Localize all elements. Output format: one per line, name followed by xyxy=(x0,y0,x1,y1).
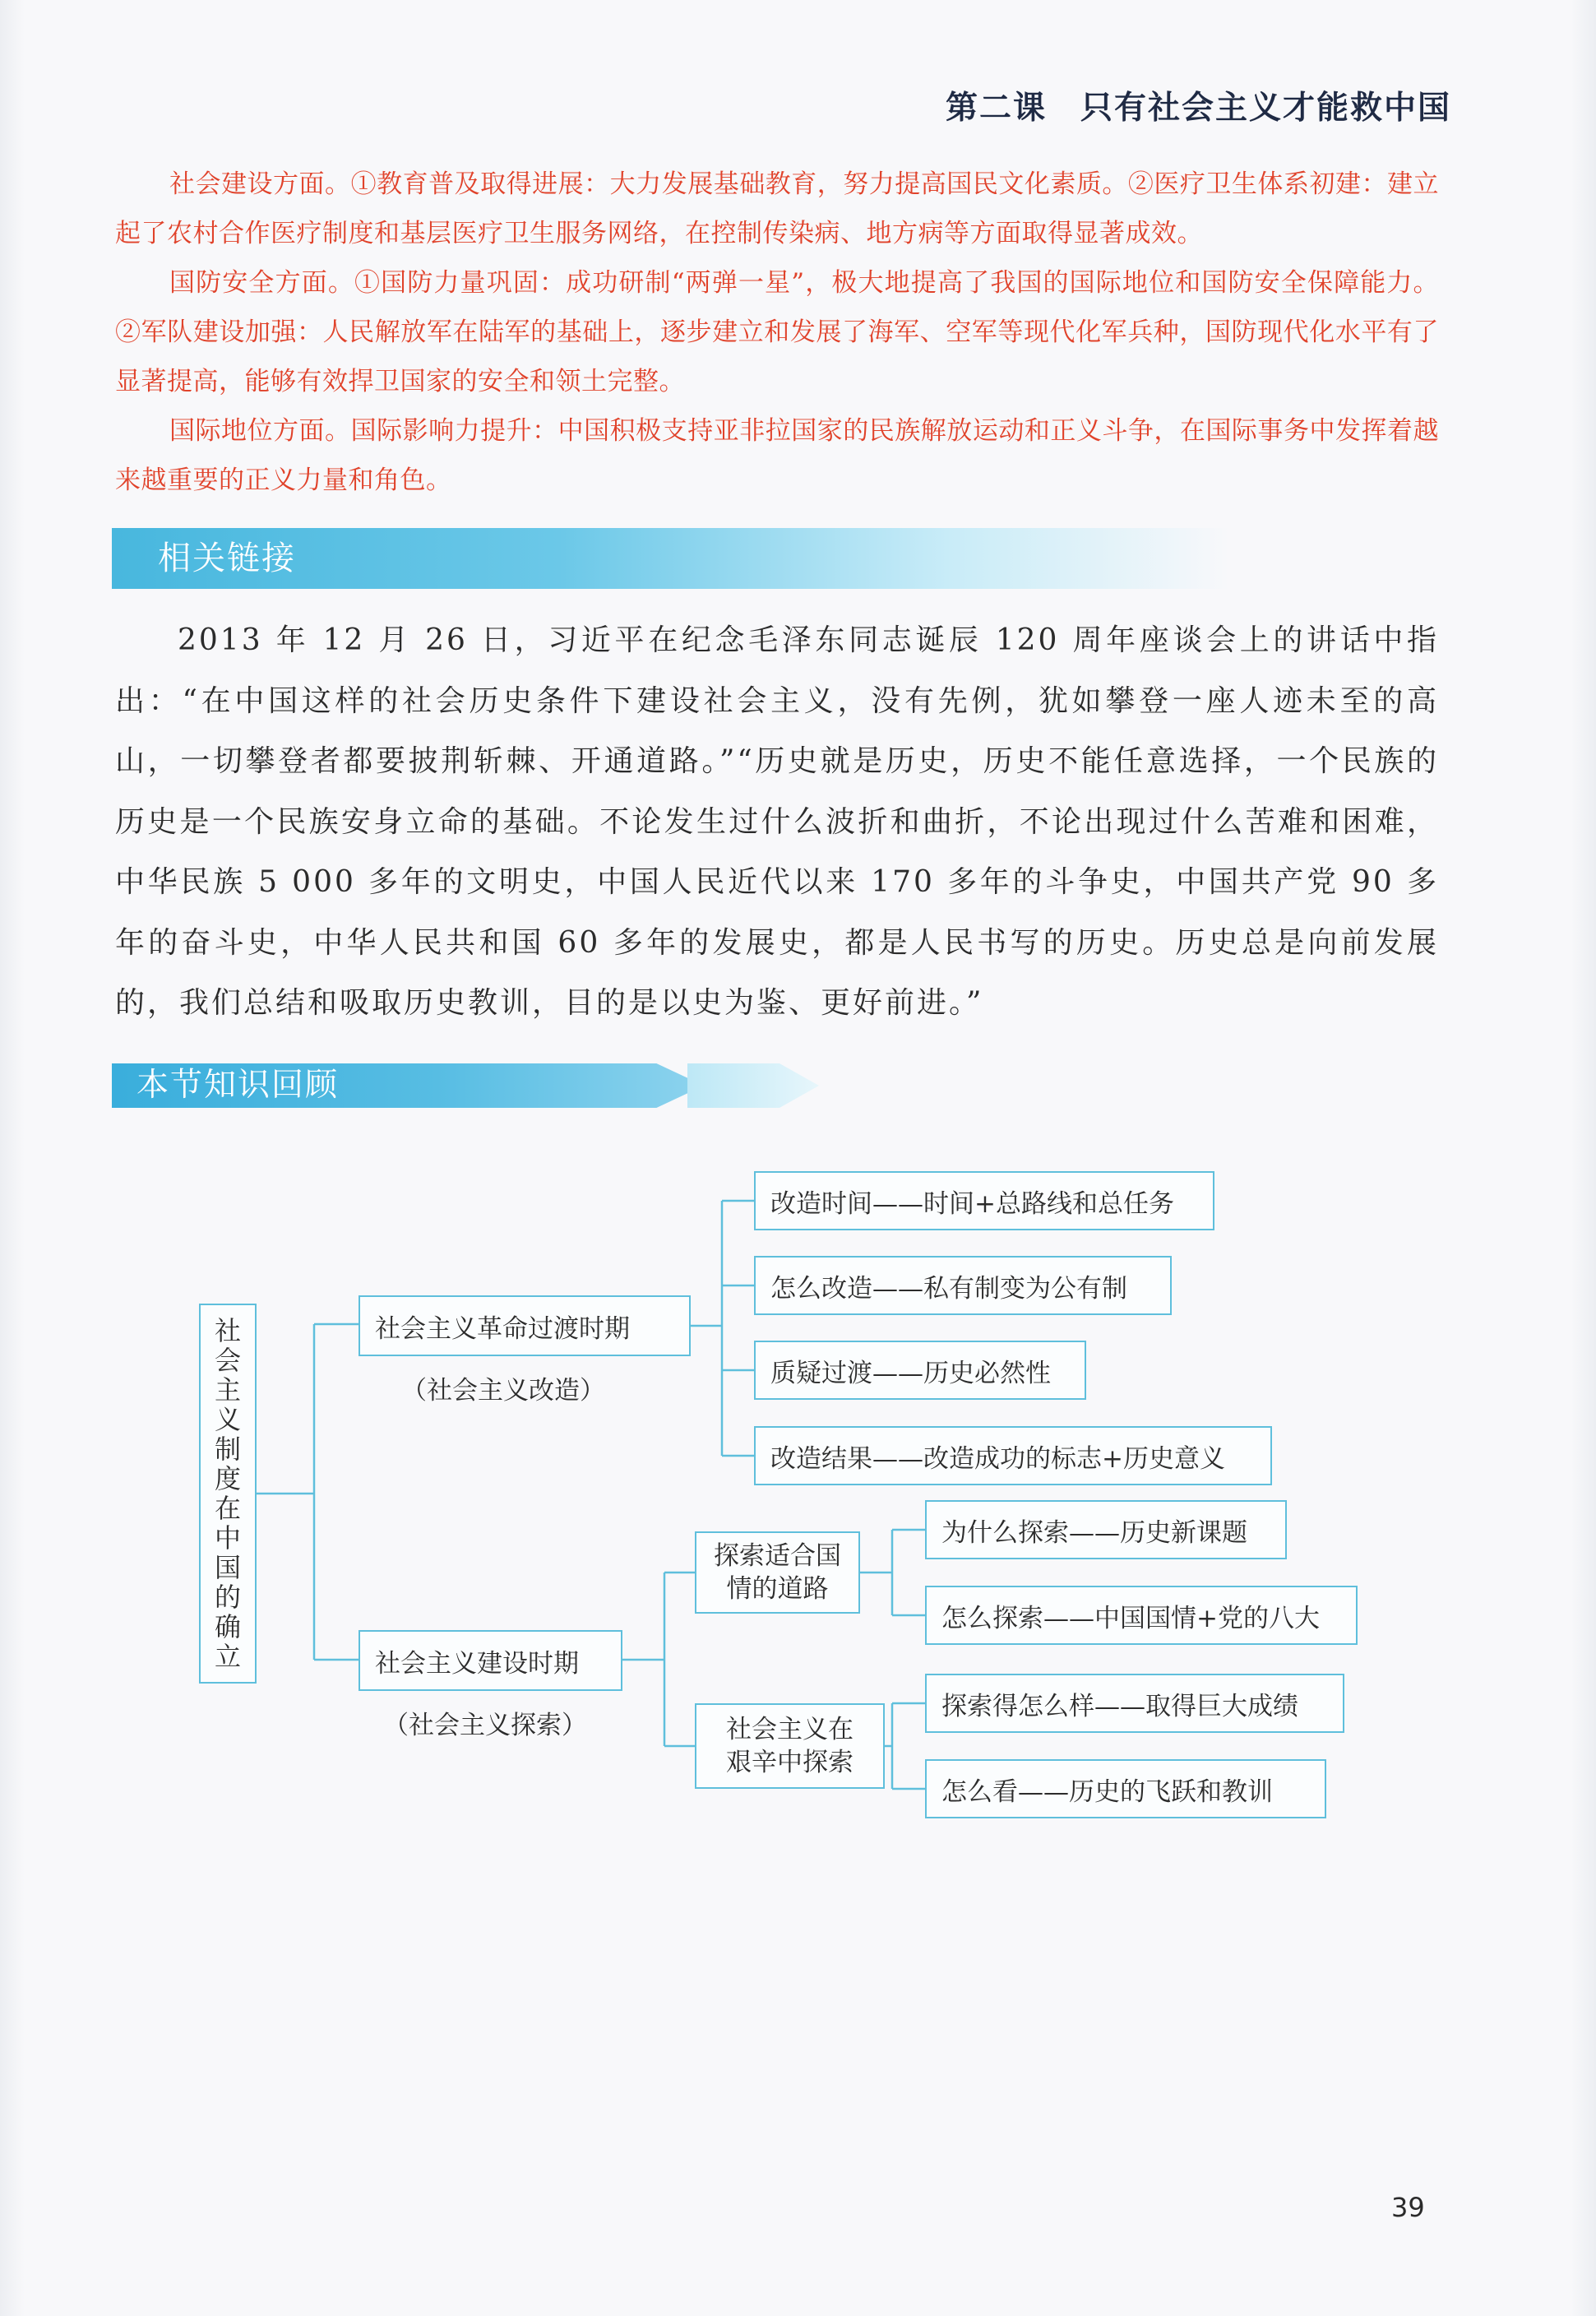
paragraph-social: 社会建设方面。①教育普及取得进展：大力发展基础教育，努力提高国民文化素质。②医疗卫生体系初建：建立起了农村合作医疗制度和基层医疗卫生服务网络，在控制传染病、地方病等方面取得显著成效。 xyxy=(115,169,1439,248)
explore-item-1: 为什么探索——历史新课题 xyxy=(925,1500,1287,1559)
paragraph-defense: 国防安全方面。①国防力量巩固：成功研制“两弹一星”，极大地提高了我国的国际地位和国防安全保障能力。②军队建设加强：人民解放军在陆军的基础上，逐步建立和发展了海军、空军等现代化军兵种，国防现代化水平有了显著提高，能够有效捍卫国家的安全和领土完整。 xyxy=(115,268,1439,396)
hardship-item-1: 探索得怎么样——取得巨大成绩 xyxy=(925,1674,1344,1733)
explore-item-2: 怎么探索——中国国情+党的八大 xyxy=(925,1586,1358,1645)
revolution-item-3: 质疑过渡——历史必然性 xyxy=(754,1341,1086,1400)
group-hard-exploration: 社会主义在艰辛中探索 xyxy=(695,1703,885,1789)
related-link-title: 相关链接 xyxy=(158,540,296,577)
chapter-header: 第二课 只有社会主义才能救中国 xyxy=(945,90,1451,127)
related-link-text: 2013 年 12 月 26 日，习近平在纪念毛泽东同志诞辰 120 周年座谈会上的讲话中指出：“在中国这样的社会历史条件下建设社会主义，没有先例，犹如攀登一座人迹未至的高山，一切攀登者都要披荆斩棘、开通道路。”“历史就是历史，历史不能任意选择，一个民族的历史是一个民族安身立命的基础。不论发生过什么波折和曲折，不论出现过什么苦难和困难，中华民族 5 000 多年的文明史，中国人民近代以来 170 多年的斗争史，中国共产党 90 多年的奋斗史，中华人民共和国 60 多年的发展史，都是人民书写的历史。历史总是向前发展的，我们总结和吸取历史教训，目的是以史为鉴、更好前进。” xyxy=(115,623,1439,1020)
branch-construction: 社会主义建设时期 xyxy=(359,1630,622,1691)
branch-revolution: 社会主义革命过渡时期 xyxy=(359,1295,691,1356)
hardship-item-2: 怎么看——历史的飞跃和教训 xyxy=(925,1759,1326,1818)
branch-revolution-sub: （社会主义改造） xyxy=(401,1376,605,1406)
page-number: 39 xyxy=(1391,2192,1425,2223)
group-explore-path: 探索适合国情的道路 xyxy=(695,1531,860,1614)
revolution-item-4: 改造结果——改造成功的标志+历史意义 xyxy=(754,1426,1272,1485)
paragraph-international: 国际地位方面。国际影响力提升：中国积极支持亚非拉国家的民族解放运动和正义斗争，在国际事务中发挥着越来越重要的正义力量和角色。 xyxy=(115,416,1439,495)
branch-construction-sub: （社会主义探索） xyxy=(383,1711,587,1740)
mindmap-root: 社会主义制度在中国的确立 xyxy=(199,1304,257,1684)
revolution-item-1: 改造时间——时间+总路线和总任务 xyxy=(754,1171,1214,1230)
revolution-item-2: 怎么改造——私有制变为公有制 xyxy=(754,1256,1172,1315)
review-title: 本节知识回顾 xyxy=(136,1067,340,1104)
